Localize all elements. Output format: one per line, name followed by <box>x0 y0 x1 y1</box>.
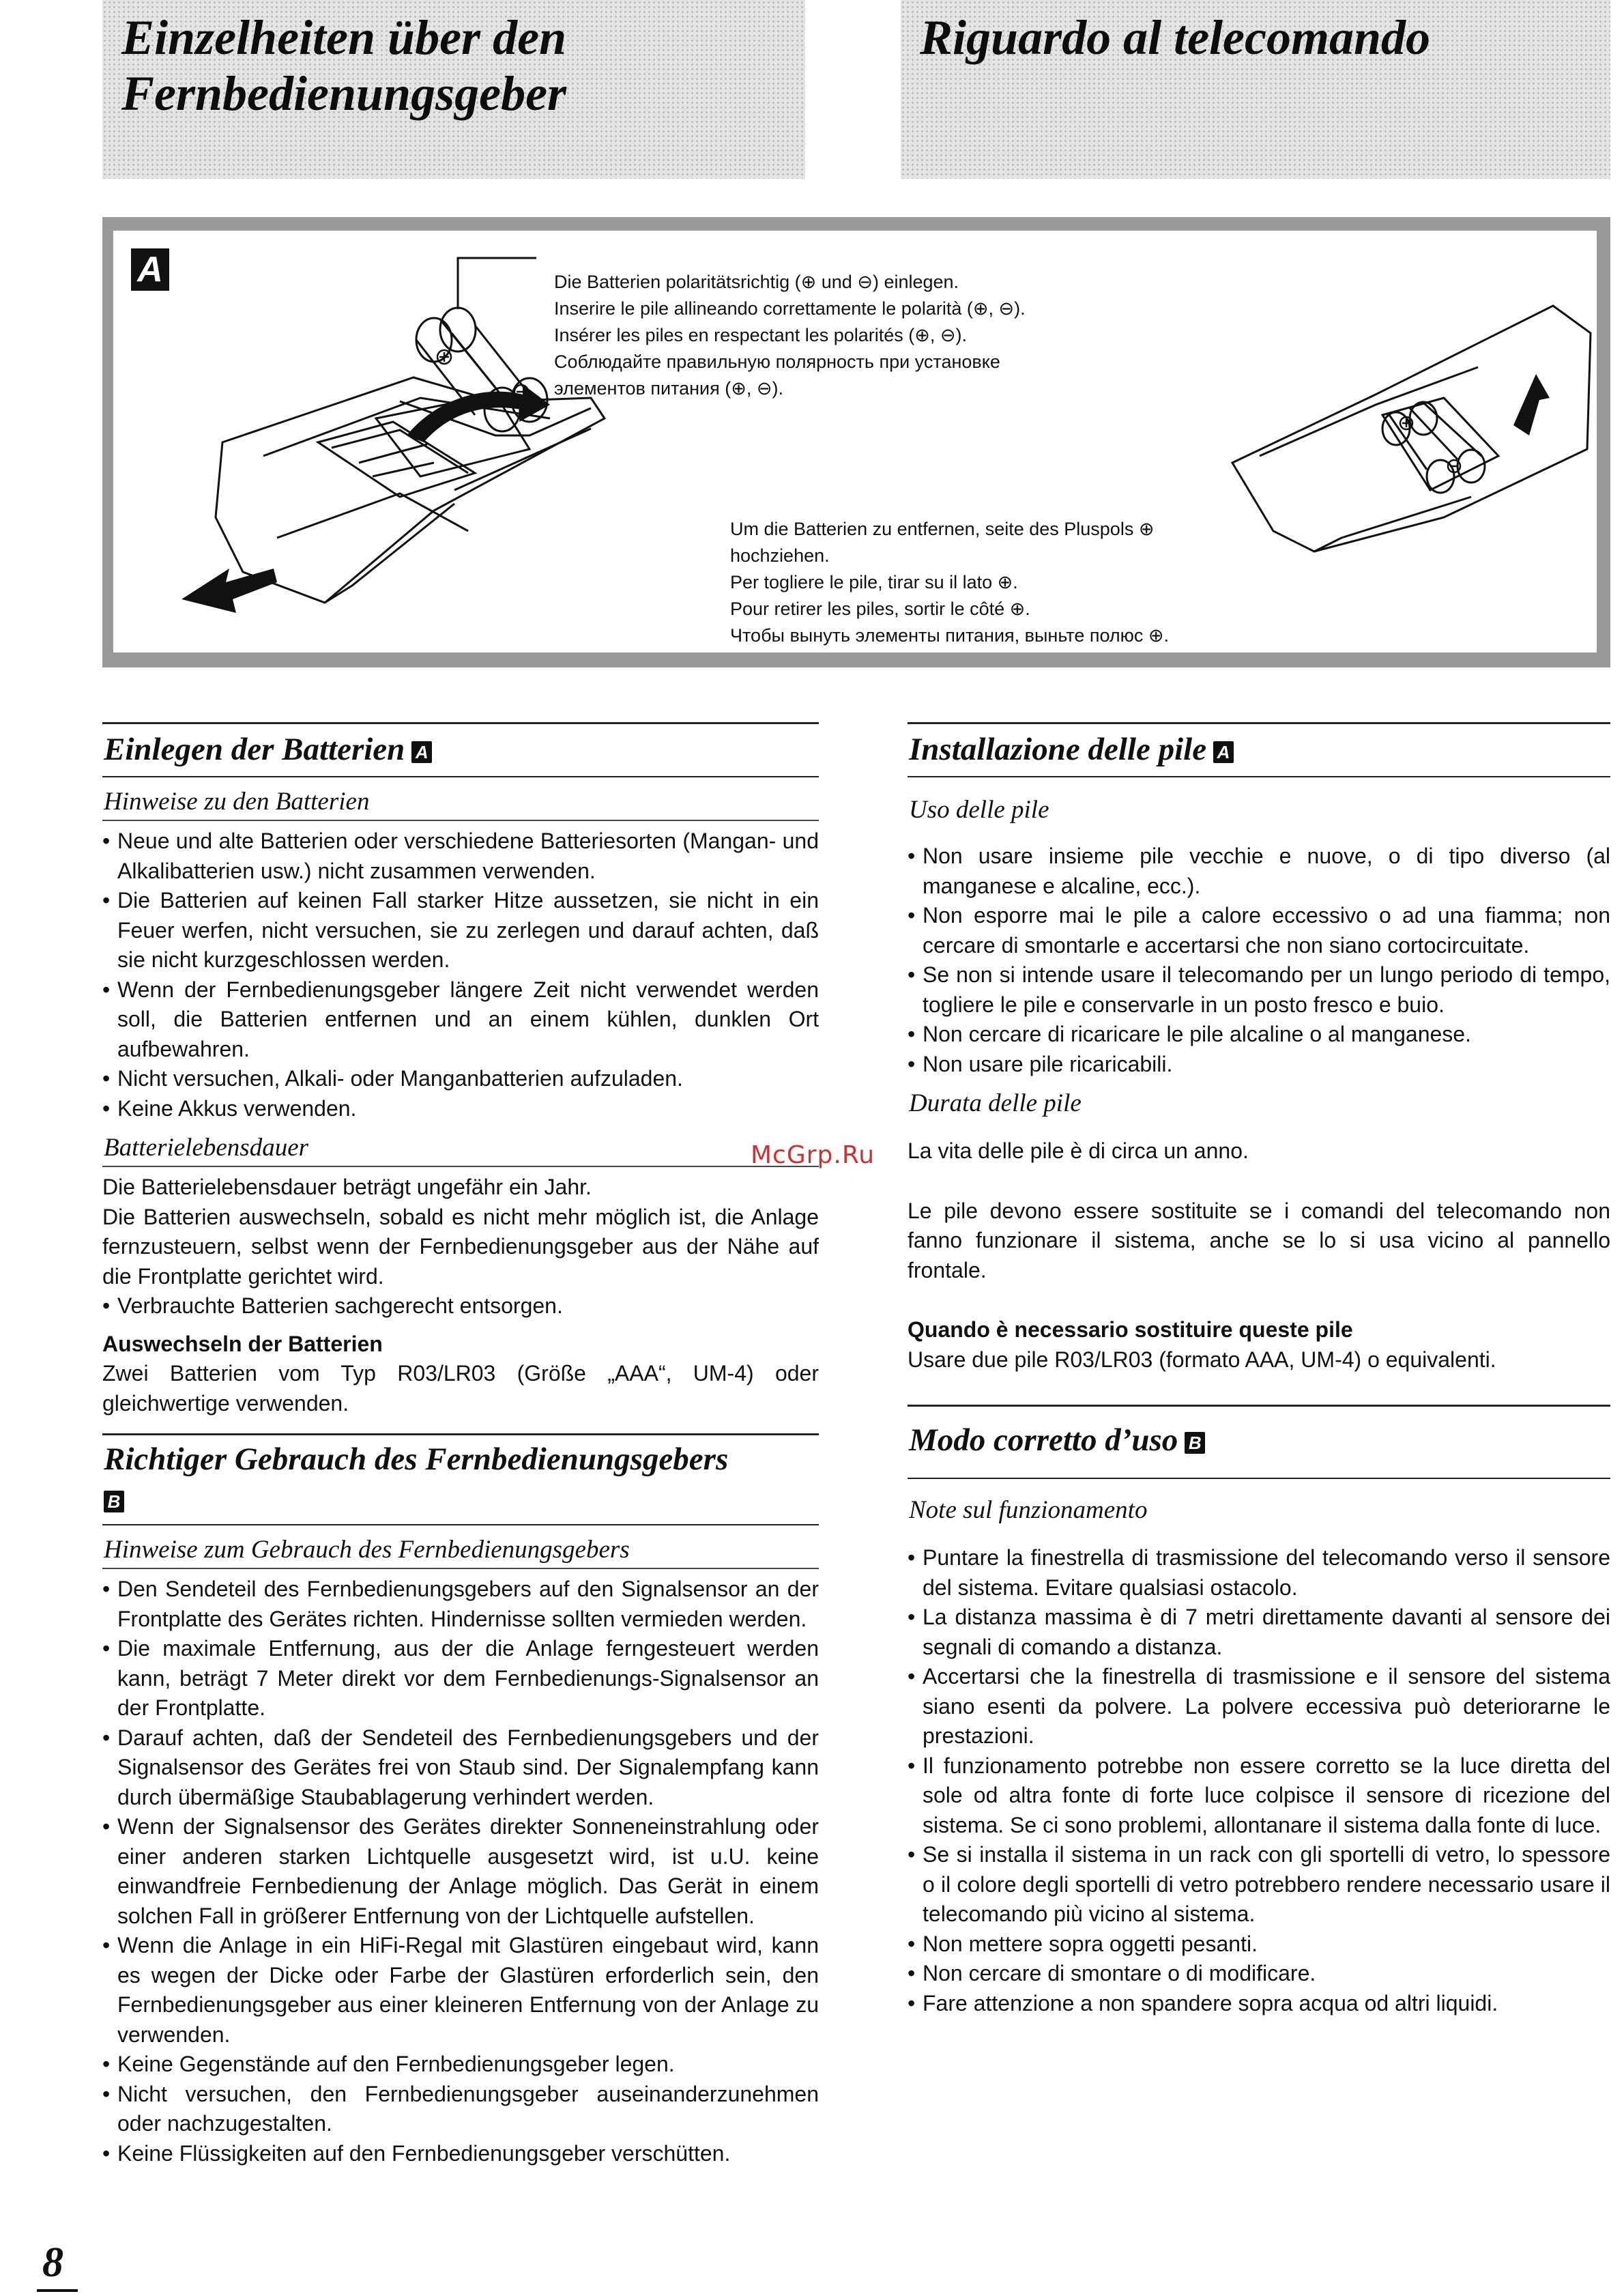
german-column <box>102 722 819 2168</box>
insert-note-line: элементов питания (⊕, ⊖). <box>554 378 783 399</box>
list-item: • Wenn die Anlage in ein HiFi-Regal mit Glastüren eingebaut wird, kann es wegen der Dicke oder Farbe der Glastüren erforderlich sein, den Fernbedienungsgeber aus einer kleineren Entfernung von der Anlage zu verwenden. <box>102 1931 819 2050</box>
battery-disposal-list <box>102 1291 819 1321</box>
battery-life-text: Die Batterielebensdauer beträgt ungefähr ein Jahr. <box>102 1175 592 1199</box>
list-item: • Die maximale Entfernung, aus der die Anlage ferngesteuert werden kann, beträgt 7 Meter direkt vor dem Fernbedienungs-Signalsensor an der Frontplatte. <box>102 1634 819 1723</box>
insert-note-line: Inserire le pile allineando correttamente le polarità (⊕, ⊖). <box>554 298 1026 319</box>
insert-note-line: Insérer les piles en respectant les polarités (⊕, ⊖). <box>554 325 967 345</box>
list-item: • Wenn der Fernbedienungsgeber längere Zeit nicht verwendet werden soll, die Batterien entfernen und an einem kühlen, dunklen Ort aufbewahren. <box>102 975 819 1065</box>
figure-a-badge: A <box>131 248 169 291</box>
list-item: • Wenn der Signalsensor des Gerätes direkter Sonneneinstrahlung oder einer anderen starken Lichtquelle ausgesetzt wird, ist u.U. keine einwandfreie Fernbedienung der Anlage möglich. Das Gerät in einem solchen Fall in größerer Entfernung von der Lichtquelle aufstellen. <box>102 1812 819 1931</box>
list-item: • Puntare la finestrella di trasmissione del telecomando verso il sensore del sistema. Evitare qualsiasi ostacolo. <box>908 1543 1610 1603</box>
battery-replacement-text: Usare due pile R03/LR03 (formato AAA, UM-4) o equivalenti. <box>908 1347 1496 1372</box>
list-item: • Darauf achten, daß der Sendeteil des Fernbedienungsgebers und der Signalsensor des Gerätes frei von Staub sind. Der Signalempfang kann durch übermäßige Staubablagerung verhindert werden. <box>102 1723 819 1813</box>
header-band-italian <box>901 0 1610 179</box>
figure-ref-badge: B <box>104 1491 124 1512</box>
remove-note-line: Чтобы вынуть элементы питания, выньте полюс ⊕. <box>730 625 1170 646</box>
remove-batteries-note <box>730 516 1169 649</box>
list-item: • Se si installa il sistema in un rack con gli sportelli di vetro, lo spessore o il colore degli sportelli di vetro potrebbero rendere necessario usare il telecomando più vicino al sistema. <box>908 1840 1610 1929</box>
section-title-correct-use: Modo corretto d’uso B <box>908 1405 1610 1479</box>
section-title-correct-use: Richtiger Gebrauch des Fernbedienungsgebers B <box>102 1433 819 1525</box>
battery-notes-list <box>102 827 819 1123</box>
list-item: • Accertarsi che la finestrella di trasmissione e il sensore del sistema siano esenti da polvere. La polvere eccessiva può deteriorarne le prestazioni. <box>908 1662 1610 1751</box>
list-item: • Non cercare di smontare o di modificare. <box>908 1959 1610 1989</box>
insert-note-line: Соблюдайте правильную полярность при установке <box>554 351 1000 372</box>
figure-ref-badge: B <box>1185 1432 1205 1454</box>
subheading-battery-notes: Hinweise zu den Batterien <box>102 784 819 821</box>
list-item: • La distanza massima è di 7 metri direttamente davanti al sensore dei segnali di comando a distanza. <box>908 1603 1610 1662</box>
remove-note-line: hochziehen. <box>730 545 830 566</box>
remove-note-line: Per togliere le pile, tirar su il lato ⊕. <box>730 572 1018 592</box>
list-item: • Non usare pile ricaricabili. <box>908 1050 1610 1080</box>
list-item: • Non cercare di ricaricare le pile alcaline o al manganese. <box>908 1020 1610 1050</box>
figure-ref-badge: A <box>1213 741 1234 763</box>
section-title-battery-installation: Einlegen der Batterien A <box>102 722 819 777</box>
italian-column <box>908 722 1610 2018</box>
list-item: • Fare attenzione a non spandere sopra acqua od altri liquidi. <box>908 1989 1610 2019</box>
list-item: • Se non si intende usare il telecomando per un lungo periodo di tempo, togliere le pile e conservarle in un posto fresco e buio. <box>908 960 1610 1020</box>
list-item: • Non mettere sopra oggetti pesanti. <box>908 1929 1610 1960</box>
header-band-german <box>102 0 805 179</box>
operation-notes-list <box>908 1543 1610 2018</box>
battery-life-text: Le pile devono essere sostituite se i comandi del telecomando non fanno funzionare il sistema, anche se lo si usa vicino al pannello frontale. <box>908 1198 1610 1282</box>
remove-note-line: Um die Batterien zu entfernen, seite des Pluspols ⊕ <box>730 519 1155 539</box>
list-item: • Nicht versuchen, den Fernbedienungsgeber auseinanderzunehmen oder nachzugestalten. <box>102 2080 819 2139</box>
subheading-battery-life: Durata delle pile <box>909 1089 1082 1117</box>
list-item: • Keine Flüssigkeiten auf den Fernbedienungsgeber verschütten. <box>102 2139 819 2169</box>
list-item: • Il funzionamento potrebbe non essere corretto se la luce diretta del sole od altra fonte di forte luce colpisce il sensore di ricezione del sistema. Se ci sono problemi, allontanare il sistema dalla fonte di luce. <box>908 1751 1610 1841</box>
battery-replacement-text: Zwei Batterien vom Typ R03/LR03 (Größe „AAA“, UM-4) oder gleichwertige verwenden. <box>102 1361 819 1416</box>
subheading-operation-notes: Note sul funzionamento <box>909 1496 1148 1524</box>
battery-notes-list <box>908 842 1610 1079</box>
usage-notes-list <box>102 1575 819 2168</box>
list-item: • Verbrauchte Batterien sachgerecht entsorgen. <box>102 1291 819 1321</box>
list-item: • Neue und alte Batterien oder verschiedene Batteriesorten (Mangan- und Alkalibatterien usw.) nicht zusammen verwenden. <box>102 827 819 886</box>
battery-life-text: Die Batterien auswechseln, sobald es nicht mehr möglich ist, die Anlage fernzusteuern, selbst wenn der Fernbedienungsgeber aus der Nähe auf die Frontplatte gerichtet wird. <box>102 1204 819 1289</box>
battery-life-text: La vita delle pile è di circa un anno. <box>908 1138 1249 1163</box>
watermark: McGrp.Ru <box>751 1141 875 1169</box>
list-item: • Den Sendeteil des Fernbedienungsgebers auf den Signalsensor an der Frontplatte des Gerätes richten. Hindernisse sollten vermieden werden. <box>102 1575 819 1634</box>
page-number: 8 <box>42 2239 63 2286</box>
subheading-usage-notes: Hinweise zum Gebrauch des Fernbedienungsgebers <box>102 1532 819 1569</box>
list-item: • Keine Akkus verwenden. <box>102 1094 819 1124</box>
list-item: • Non usare insieme pile vecchie e nuove, o di tipo diverso (al manganese e alcaline, ecc.). <box>908 842 1610 901</box>
section-title-battery-installation: Installazione delle pile A <box>908 722 1610 777</box>
list-item: • Nicht versuchen, Alkali- oder Manganbatterien aufzuladen. <box>102 1064 819 1094</box>
battery-replacement-heading: Auswechseln der Batterien <box>102 1331 383 1356</box>
list-item: • Die Batterien auf keinen Fall starker Hitze aussetzen, sie nicht in ein Feuer werfen, nicht versuchen, sie zu zerlegen und darauf achten, daß sie nicht kurzgeschlossen werden. <box>102 886 819 975</box>
figure-a-battery-installation <box>102 217 1610 668</box>
list-item: • Keine Gegenstände auf den Fernbedienungsgeber legen. <box>102 2050 819 2080</box>
subheading-battery-life: Batterielebensdauer <box>102 1130 819 1167</box>
insert-note-line: Die Batterien polaritätsrichtig (⊕ und ⊖) einlegen. <box>554 272 959 292</box>
list-item: • Non esporre mai le pile a calore eccessivo o ad una fiamma; non cercare di smontarle e accertarsi che non siano cortocircuitate. <box>908 901 1610 960</box>
remove-note-line: Pour retirer les piles, sortir le côté ⊕. <box>730 599 1030 619</box>
battery-replacement-heading: Quando è necessario sostituire queste pile <box>908 1317 1353 1342</box>
subheading-battery-use: Uso delle pile <box>909 796 1049 824</box>
insert-batteries-note <box>554 269 1026 402</box>
figure-ref-badge: A <box>411 741 432 763</box>
page-title-italian: Riguardo al telecomando <box>920 10 1431 65</box>
page-title-german: Einzelheiten über den Fernbedienungsgeber <box>121 10 567 121</box>
page-number-rule <box>37 2289 78 2292</box>
